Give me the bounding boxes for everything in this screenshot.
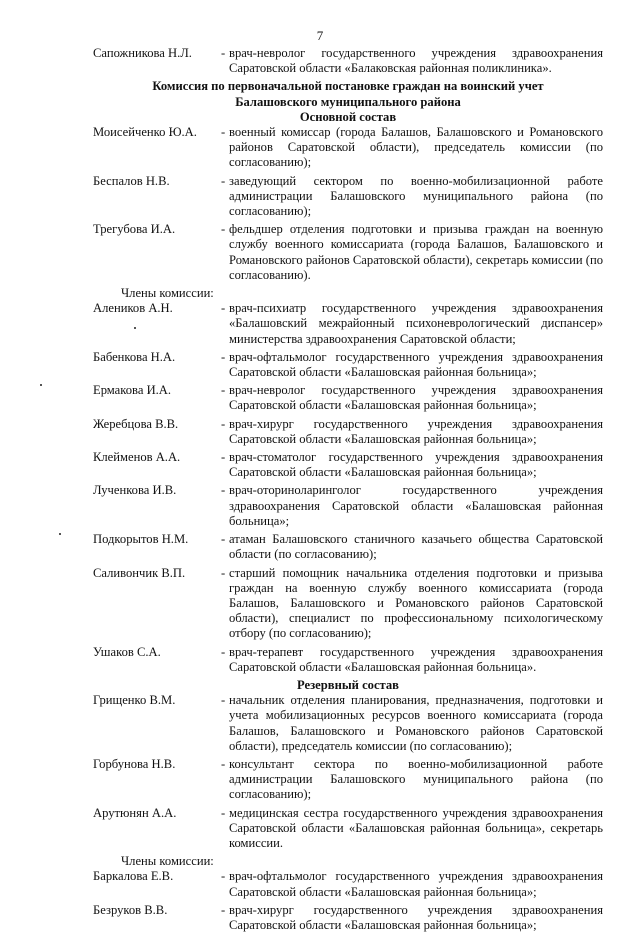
roster-entry (93, 46, 603, 76)
person-position: врач-невролог государственного учреждения здравоохранения Саратовской области «Балаковская районная поликлиника». (229, 46, 603, 76)
dash: - (221, 301, 226, 316)
scan-speck (59, 533, 61, 535)
person-name: Алеников А.Н. (93, 301, 173, 316)
roster-entry (93, 301, 603, 347)
dash: - (221, 416, 226, 431)
document-body (93, 46, 603, 936)
person-position: военный комиссар (города Балашов, Балашовского и Романовского районов Саратовской области), председатель комиссии (по согласованию); (229, 125, 603, 170)
person-position: врач-стоматолог государственного учреждения здравоохранения Саратовской области «Балашовская районная больница»; (229, 450, 603, 480)
roster-entry (93, 483, 603, 529)
roster-entry (93, 417, 603, 447)
person-position: врач-офтальмолог государственного учреждения здравоохранения Саратовской области «Балашовская районная больница»; (229, 869, 603, 899)
main-leaders-list (93, 125, 603, 283)
roster-entry (93, 645, 603, 675)
person-name: Трегубова И.А. (93, 222, 176, 237)
person-position: фельдшер отделения подготовки и призыва граждан на военную службу военного комиссариата (города Балашов, Балашовского и Романовского районов Саратовской области), секретарь комиссии (по согласованию). (229, 222, 603, 282)
dash: - (221, 869, 226, 884)
dash: - (221, 173, 226, 188)
reserve-leaders-list (93, 693, 603, 851)
roster-entry (93, 869, 603, 899)
dash: - (221, 565, 226, 580)
main-members-list (93, 301, 603, 675)
person-name: Баркалова Е.В. (93, 869, 174, 884)
dash: - (221, 222, 226, 237)
dash: - (221, 693, 226, 708)
person-position: врач-офтальмолог государственного учреждения здравоохранения Саратовской области «Балашовская районная больница»; (229, 349, 603, 380)
roster-entry (93, 806, 603, 852)
roster-entry (93, 532, 603, 562)
person-name: Беспалов Н.В. (93, 173, 170, 188)
person-name: Безруков В.В. (93, 902, 168, 917)
person-name: Грищенко В.М. (93, 693, 176, 708)
dash: - (221, 756, 226, 771)
roster-entry (93, 174, 603, 220)
person-name: Сапожникова Н.Л. (93, 46, 192, 60)
person-position: заведующий сектором по военно-мобилизационной работе администрации Балашовского муниципального района (по согласованию); (229, 173, 603, 219)
person-name: Лученкова И.В. (93, 483, 177, 498)
dash: - (221, 383, 226, 398)
person-position: атаман Балашовского станичного казачьего общества Саратовской области (по согласованию); (229, 532, 603, 562)
roster-entry (93, 903, 603, 933)
person-position: врач-хирург государственного учреждения здравоохранения Саратовской области «Балашовская районная больница»; (229, 902, 603, 932)
person-name: Моисейченко Ю.А. (93, 125, 197, 140)
roster-entry (93, 125, 603, 171)
person-position: врач-оториноларинголог государственного учреждения здравоохранения Саратовской области «Балашовская районная больница»; (229, 483, 603, 528)
roster-entry (93, 693, 603, 754)
person-name: Арутюнян А.А. (93, 805, 177, 820)
person-position: врач-психиатр государственного учреждения здравоохранения «Балашовский межрайонный психоневрологический диспансер» министерства здравоохранения Саратовской области; (229, 301, 603, 346)
dash: - (221, 805, 226, 820)
roster-entry (93, 757, 603, 803)
dash: - (221, 46, 226, 60)
dash: - (221, 450, 226, 465)
person-name: Ермакова И.А. (93, 383, 172, 398)
main-composition-heading: Основной состав (299, 109, 397, 124)
dash: - (221, 532, 226, 547)
reserve-members-list (93, 869, 603, 933)
person-position: врач-терапевт государственного учреждения здравоохранения Саратовской области «Балашовская районная больница». (229, 644, 603, 674)
person-name: Саливончик В.П. (93, 565, 186, 580)
person-position: медицинская сестра государственного учреждения здравоохранения Саратовской области «Балашовская районная больница», секретарь комиссии. (229, 805, 603, 850)
commission-title-line-2: Балашовского муниципального района (235, 94, 461, 109)
scan-speck (134, 327, 136, 329)
dash: - (221, 902, 226, 917)
roster-entry (93, 450, 603, 480)
scan-speck (40, 384, 42, 386)
person-name: Жеребцова В.В. (93, 416, 179, 431)
person-name: Горбунова Н.В. (93, 756, 176, 771)
reserve-composition-heading: Резервный состав (297, 677, 399, 692)
roster-entry (93, 383, 603, 413)
dash: - (221, 483, 226, 498)
person-name: Ушаков С.А. (93, 644, 161, 659)
roster-entry (93, 566, 603, 642)
person-name: Бабенкова Н.А. (93, 349, 176, 364)
dash: - (221, 125, 226, 140)
roster-entry (93, 222, 603, 283)
commission-title-line-1: Комиссия по первоначальной постановке граждан на воинский учет (152, 79, 544, 94)
dash: - (221, 644, 226, 659)
roster-entry (93, 350, 603, 380)
main-members-label: Члены комиссии: (121, 286, 214, 301)
person-name: Подкорытов Н.М. (93, 532, 189, 547)
page-number: 7 (316, 28, 324, 43)
reserve-members-label: Члены комиссии: (121, 854, 214, 869)
person-position: начальник отделения планирования, предназначения, подготовки и учета мобилизационных ресурсов военного комиссариата (города Балашов, Балашовского и Романовского районов Саратовской области), председатель комиссии (по согласованию); (229, 693, 603, 753)
person-position: старший помощник начальника отделения подготовки и призыва граждан на военную службу военного комиссариата (города Балашов, Балашовского и Романовского районов Саратовской области), специалист по профессиональному психологическому отбору (по согласованию); (229, 565, 603, 641)
person-position: врач-хирург государственного учреждения здравоохранения Саратовской области «Балашовская районная больница»; (229, 416, 603, 446)
person-name: Клейменов А.А. (93, 450, 181, 465)
dash: - (221, 349, 226, 364)
person-position: консультант сектора по военно-мобилизационной работе администрации Балашовского муниципального района (по согласованию); (229, 756, 603, 802)
person-position: врач-невролог государственного учреждения здравоохранения Саратовской области «Балашовская районная больница»; (229, 383, 603, 413)
